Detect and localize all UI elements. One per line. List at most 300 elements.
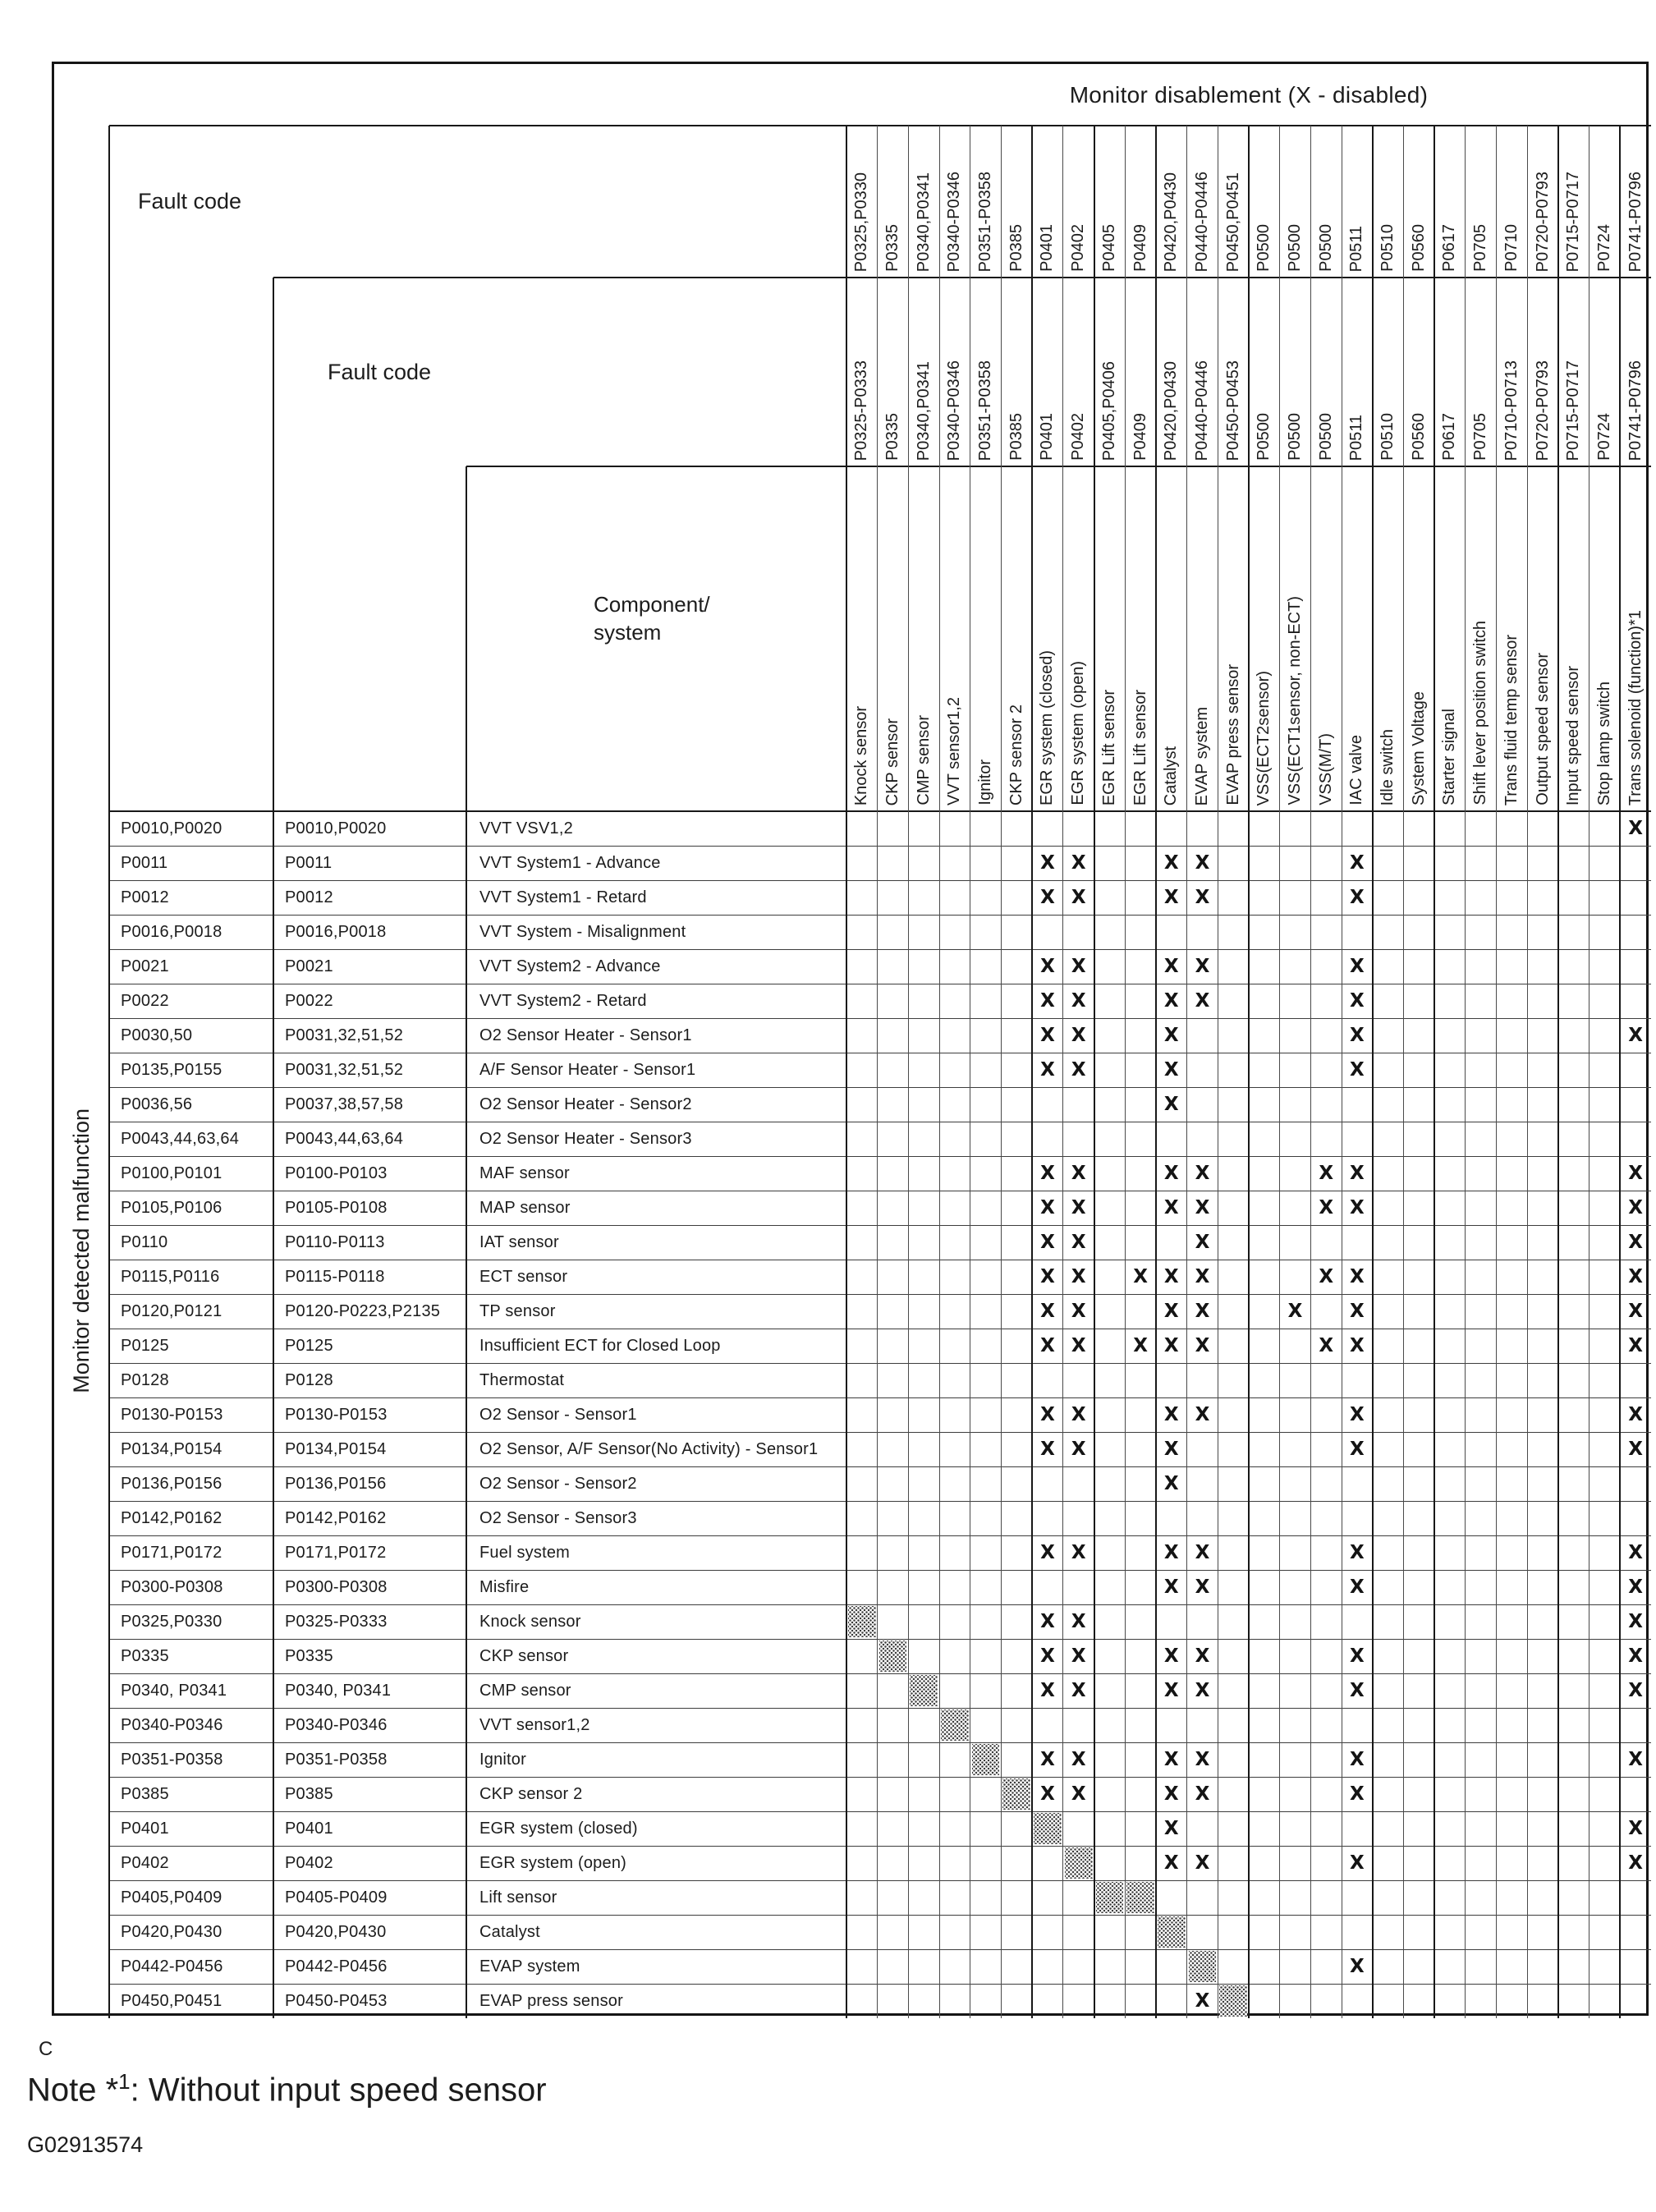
column-header-component: VSS(ECT2sensor) bbox=[1255, 670, 1273, 805]
column-header-component: Starter signal bbox=[1440, 709, 1459, 805]
column-header-fault-code-row2-wrap bbox=[1187, 278, 1218, 466]
row-fault-code-secondary: P0385 bbox=[285, 1784, 333, 1803]
row-fault-code-primary: P0142,P0162 bbox=[121, 1508, 222, 1527]
row-fault-code-primary: P0100,P0101 bbox=[121, 1163, 222, 1182]
row-fault-code-primary: P0134,P0154 bbox=[121, 1439, 222, 1458]
x-mark: X bbox=[1163, 887, 1179, 908]
column-header-fault-code-row2: P0617 bbox=[1440, 413, 1459, 461]
x-mark: X bbox=[1195, 1163, 1210, 1184]
column-header-fault-code-row2-wrap bbox=[846, 278, 878, 466]
x-mark: X bbox=[1628, 1266, 1643, 1287]
x-mark: X bbox=[1071, 1059, 1086, 1081]
row-component: Knock sensor bbox=[479, 1612, 581, 1631]
x-mark: X bbox=[1350, 1749, 1365, 1770]
x-mark: X bbox=[1163, 1576, 1179, 1598]
row-component: O2 Sensor, A/F Sensor(No Activity) - Sensor1 bbox=[479, 1439, 819, 1458]
x-mark: X bbox=[1350, 956, 1365, 977]
row-fault-code-primary: P0340, P0341 bbox=[121, 1681, 227, 1700]
column-header-component: EGR Lift sensor bbox=[1099, 689, 1118, 805]
x-mark: X bbox=[1350, 852, 1365, 874]
column-header-component-wrap bbox=[1434, 466, 1466, 811]
x-mark: X bbox=[1071, 887, 1086, 908]
x-mark: X bbox=[1350, 1576, 1365, 1598]
row-fault-code-primary: P0021 bbox=[121, 957, 169, 975]
column-header-fault-code-row2-wrap bbox=[1125, 278, 1156, 466]
column-header-fault-code-row2: P0335 bbox=[883, 413, 902, 461]
x-mark: X bbox=[1071, 852, 1086, 874]
column-header-component-wrap bbox=[1156, 466, 1187, 811]
x-mark: X bbox=[1040, 1783, 1055, 1805]
x-mark: X bbox=[1163, 1783, 1179, 1805]
column-header-fault-code-row1-wrap bbox=[1063, 126, 1094, 278]
x-mark: X bbox=[1195, 1232, 1210, 1253]
row-fault-code-primary: P0385 bbox=[121, 1784, 169, 1803]
column-header-fault-code-row2: P0340,P0341 bbox=[914, 360, 933, 461]
row-component: VVT VSV1,2 bbox=[479, 819, 573, 838]
x-mark: X bbox=[1350, 1335, 1365, 1356]
row-fault-code-primary: P0105,P0106 bbox=[121, 1198, 222, 1217]
x-mark: X bbox=[1350, 1783, 1365, 1805]
row-component: O2 Sensor Heater - Sensor3 bbox=[479, 1129, 692, 1148]
hatch-cell bbox=[879, 1641, 907, 1672]
x-mark: X bbox=[1628, 1611, 1643, 1632]
row-fault-code-primary: P0335 bbox=[121, 1646, 169, 1665]
column-header-component: CKP sensor bbox=[883, 718, 902, 805]
column-header-component: System Voltage bbox=[1409, 691, 1428, 805]
row-fault-code-secondary: P0325-P0333 bbox=[285, 1612, 388, 1631]
column-header-component-wrap bbox=[1342, 466, 1373, 811]
x-mark: X bbox=[1040, 1439, 1055, 1460]
column-header-component: EVAP system bbox=[1192, 706, 1211, 805]
row-component: Insufficient ECT for Closed Loop bbox=[479, 1336, 721, 1355]
footnote bbox=[27, 2069, 547, 2109]
column-header-component: VSS(ECT1sensor, non-ECT) bbox=[1286, 596, 1305, 805]
column-header-component-wrap bbox=[1094, 466, 1126, 811]
column-header-component-wrap bbox=[1558, 466, 1589, 811]
column-header-component-wrap bbox=[1063, 466, 1094, 811]
x-mark: X bbox=[1350, 1956, 1365, 1977]
row-component: Thermostat bbox=[479, 1370, 565, 1389]
row-component: A/F Sensor Heater - Sensor1 bbox=[479, 1060, 696, 1079]
column-header-component: VVT sensor1,2 bbox=[945, 697, 964, 805]
x-mark: X bbox=[1163, 1404, 1179, 1425]
column-header-fault-code-row2: P0385 bbox=[1007, 413, 1025, 461]
row-fault-code-secondary: P0130-P0153 bbox=[285, 1405, 388, 1424]
x-mark: X bbox=[1040, 1232, 1055, 1253]
column-header-fault-code-row2-wrap bbox=[1373, 278, 1404, 466]
column-header-fault-code-row1: P0440-P0446 bbox=[1192, 171, 1211, 272]
x-mark: X bbox=[1195, 990, 1210, 1012]
column-header-fault-code-row1-wrap bbox=[970, 126, 1002, 278]
column-header-fault-code-row2: P0325-P0333 bbox=[852, 360, 871, 461]
column-header-fault-code-row2: P0450-P0453 bbox=[1223, 360, 1242, 461]
note-superscript: 1 bbox=[118, 2069, 131, 2094]
x-mark: X bbox=[1163, 1059, 1179, 1081]
x-mark: X bbox=[1287, 1301, 1303, 1322]
x-mark: X bbox=[1071, 1645, 1086, 1667]
note-prefix: Note * bbox=[27, 2072, 119, 2109]
column-header-fault-code-row1: P0409 bbox=[1131, 224, 1149, 272]
column-header-component: EGR system (open) bbox=[1069, 661, 1088, 805]
x-mark: X bbox=[1628, 1542, 1643, 1563]
column-header-component: Input speed sensor bbox=[1564, 665, 1583, 805]
x-mark: X bbox=[1195, 1990, 1210, 2012]
column-header-fault-code-row2: P0500 bbox=[1286, 413, 1305, 461]
column-header-fault-code-row2-wrap bbox=[1342, 278, 1373, 466]
column-header-fault-code-row1-wrap bbox=[1527, 126, 1558, 278]
column-header-fault-code-row2-wrap bbox=[1497, 278, 1528, 466]
column-header-fault-code-row1-wrap bbox=[1156, 126, 1187, 278]
x-mark: X bbox=[1163, 1852, 1179, 1874]
column-header-fault-code-row2-wrap bbox=[1403, 278, 1434, 466]
x-mark: X bbox=[1133, 1335, 1148, 1356]
x-mark: X bbox=[1163, 1680, 1179, 1701]
x-mark: X bbox=[1040, 1301, 1055, 1322]
hatch-cell bbox=[941, 1709, 969, 1741]
component-label-line2: system bbox=[594, 619, 662, 645]
row-component: VVT System2 - Retard bbox=[479, 991, 647, 1010]
x-mark: X bbox=[1163, 1094, 1179, 1115]
x-mark: X bbox=[1071, 1266, 1086, 1287]
column-header-fault-code-row1-wrap bbox=[1280, 126, 1311, 278]
column-header-fault-code-row1-wrap bbox=[908, 126, 939, 278]
column-header-component-wrap bbox=[908, 466, 939, 811]
row-fault-code-primary: P0115,P0116 bbox=[121, 1267, 220, 1286]
row-component: ECT sensor bbox=[479, 1267, 568, 1286]
row-fault-code-secondary: P0171,P0172 bbox=[285, 1543, 387, 1562]
x-mark: X bbox=[1163, 956, 1179, 977]
row-fault-code-primary: P0135,P0155 bbox=[121, 1060, 222, 1079]
column-header-fault-code-row1: P0510 bbox=[1378, 224, 1397, 272]
column-header-component-wrap bbox=[1218, 466, 1249, 811]
x-mark: X bbox=[1071, 1542, 1086, 1563]
x-mark: X bbox=[1628, 1197, 1643, 1218]
row-fault-code-primary: P0110 bbox=[121, 1232, 168, 1251]
column-header-fault-code-row2: P0500 bbox=[1316, 413, 1335, 461]
column-header-fault-code-row1: P0741-P0796 bbox=[1626, 171, 1645, 272]
x-mark: X bbox=[1163, 1542, 1179, 1563]
column-header-component-wrap bbox=[1589, 466, 1621, 811]
row-component: Misfire bbox=[479, 1577, 530, 1596]
row-fault-code-secondary: P0012 bbox=[285, 888, 333, 906]
x-mark: X bbox=[1163, 1197, 1179, 1218]
column-header-fault-code-row1: P0724 bbox=[1594, 224, 1613, 272]
x-mark: X bbox=[1071, 1439, 1086, 1460]
row-fault-code-secondary: P0142,P0162 bbox=[285, 1508, 387, 1527]
column-header-fault-code-row2: P0409 bbox=[1131, 413, 1149, 461]
row-fault-code-secondary: P0351-P0358 bbox=[285, 1750, 388, 1769]
x-mark: X bbox=[1195, 852, 1210, 874]
x-mark: X bbox=[1071, 1611, 1086, 1632]
column-header-fault-code-row2-wrap bbox=[1063, 278, 1094, 466]
column-header-fault-code-row1: P0715-P0717 bbox=[1564, 171, 1583, 272]
x-mark: X bbox=[1195, 1335, 1210, 1356]
column-header-fault-code-row1-wrap bbox=[1558, 126, 1589, 278]
column-header-component: Stop lamp switch bbox=[1594, 681, 1613, 805]
column-header-component: Trans fluid temp sensor bbox=[1502, 634, 1521, 805]
dtc-monitor-disablement-table bbox=[52, 62, 1649, 2016]
note-suffix: : Without input speed sensor bbox=[130, 2072, 547, 2109]
column-header-component: CMP sensor bbox=[914, 715, 933, 805]
row-fault-code-secondary: P0401 bbox=[285, 1819, 333, 1838]
column-header-fault-code-row2: P0402 bbox=[1069, 413, 1088, 461]
x-mark: X bbox=[1195, 1197, 1210, 1218]
row-component: CKP sensor 2 bbox=[479, 1784, 583, 1803]
column-header-component: Output speed sensor bbox=[1533, 653, 1552, 805]
row-component: Fuel system bbox=[479, 1543, 571, 1562]
row-component: EVAP press sensor bbox=[479, 1991, 623, 2010]
x-mark: X bbox=[1319, 1266, 1334, 1287]
row-component: Ignitor bbox=[479, 1750, 526, 1769]
hatch-cell bbox=[1065, 1847, 1093, 1879]
column-header-fault-code-row2: P0720-P0793 bbox=[1533, 360, 1552, 461]
column-header-component-wrap bbox=[1249, 466, 1280, 811]
row-component: VVT System1 - Retard bbox=[479, 888, 647, 906]
column-header-component-wrap bbox=[1466, 466, 1497, 811]
row-component: O2 Sensor Heater - Sensor1 bbox=[479, 1026, 692, 1044]
row-fault-code-primary: P0405,P0409 bbox=[121, 1888, 222, 1907]
row-component: CMP sensor bbox=[479, 1681, 571, 1700]
hatch-cell bbox=[1189, 1951, 1217, 1982]
row-fault-code-secondary: P0136,P0156 bbox=[285, 1474, 387, 1493]
x-mark: X bbox=[1628, 1301, 1643, 1322]
column-header-component: Knock sensor bbox=[852, 705, 871, 805]
row-fault-code-primary: P0030,50 bbox=[121, 1026, 193, 1044]
hatch-cell bbox=[1096, 1882, 1124, 1913]
column-header-component-wrap bbox=[878, 466, 909, 811]
column-header-component: IAC valve bbox=[1347, 735, 1366, 805]
x-mark: X bbox=[1163, 1266, 1179, 1287]
x-mark: X bbox=[1319, 1197, 1334, 1218]
column-header-fault-code-row1: P0340,P0341 bbox=[914, 172, 933, 272]
column-header-component: Idle switch bbox=[1378, 728, 1397, 805]
component-system-label bbox=[594, 591, 710, 647]
row-fault-code-secondary: P0031,32,51,52 bbox=[285, 1060, 404, 1079]
column-header-component-wrap bbox=[1403, 466, 1434, 811]
x-mark: X bbox=[1071, 990, 1086, 1012]
column-header-fault-code-row2: P0724 bbox=[1594, 413, 1613, 461]
column-header-fault-code-row2: P0710-P0713 bbox=[1502, 360, 1521, 461]
row-component: O2 Sensor Heater - Sensor2 bbox=[479, 1095, 692, 1113]
x-mark: X bbox=[1350, 1266, 1365, 1287]
column-header-component-wrap bbox=[846, 466, 878, 811]
x-mark: X bbox=[1195, 1749, 1210, 1770]
column-header-fault-code-row2-wrap bbox=[1466, 278, 1497, 466]
column-header-component-wrap bbox=[1527, 466, 1558, 811]
column-header-fault-code-row2-wrap bbox=[1310, 278, 1342, 466]
row-fault-code-primary: P0125 bbox=[121, 1336, 169, 1355]
row-fault-code-secondary: P0010,P0020 bbox=[285, 819, 387, 838]
column-header-fault-code-row2: P0340-P0346 bbox=[945, 360, 964, 461]
x-mark: X bbox=[1350, 1301, 1365, 1322]
x-mark: X bbox=[1040, 1197, 1055, 1218]
column-header-component: VSS(M/T) bbox=[1316, 733, 1335, 805]
column-header-fault-code-row1-wrap bbox=[1032, 126, 1063, 278]
column-header-fault-code-row1-wrap bbox=[939, 126, 970, 278]
column-header-fault-code-row1: P0511 bbox=[1347, 225, 1366, 272]
column-header-fault-code-row1-wrap bbox=[1187, 126, 1218, 278]
row-fault-code-primary: P0402 bbox=[121, 1853, 169, 1872]
row-fault-code-primary: P0010,P0020 bbox=[121, 819, 222, 838]
side-label-monitor-detected-malfunction: Monitor detected malfunction bbox=[69, 1108, 94, 1393]
fault-code-label-2: Fault code bbox=[328, 359, 432, 384]
row-component: VVT System2 - Advance bbox=[479, 957, 661, 975]
column-header-fault-code-row2: P0560 bbox=[1409, 413, 1428, 461]
column-header-fault-code-row1-wrap bbox=[878, 126, 909, 278]
column-header-fault-code-row1-wrap bbox=[1497, 126, 1528, 278]
x-mark: X bbox=[1071, 1197, 1086, 1218]
row-fault-code-primary: P0012 bbox=[121, 888, 169, 906]
row-component: EGR system (closed) bbox=[479, 1819, 638, 1838]
column-header-fault-code-row2-wrap bbox=[1156, 278, 1187, 466]
x-mark: X bbox=[1071, 1025, 1086, 1046]
x-mark: X bbox=[1628, 1232, 1643, 1253]
hatch-cell bbox=[1158, 1916, 1186, 1948]
x-mark: X bbox=[1195, 1852, 1210, 1874]
x-mark: X bbox=[1319, 1163, 1334, 1184]
column-header-component: CKP sensor 2 bbox=[1007, 704, 1025, 805]
row-fault-code-primary: P0043,44,63,64 bbox=[121, 1129, 240, 1148]
row-fault-code-primary: P0128 bbox=[121, 1370, 169, 1389]
column-header-fault-code-row1: P0560 bbox=[1409, 224, 1428, 272]
column-header-fault-code-row2-wrap bbox=[1620, 278, 1651, 466]
row-fault-code-secondary: P0340, P0341 bbox=[285, 1681, 392, 1700]
column-header-fault-code-row2-wrap bbox=[1527, 278, 1558, 466]
x-mark: X bbox=[1628, 1025, 1643, 1046]
column-header-fault-code-row2-wrap bbox=[908, 278, 939, 466]
x-mark: X bbox=[1163, 1818, 1179, 1839]
x-mark: X bbox=[1163, 1645, 1179, 1667]
x-mark: X bbox=[1040, 990, 1055, 1012]
column-header-fault-code-row1: P0351-P0358 bbox=[976, 171, 995, 272]
column-header-fault-code-row2: P0510 bbox=[1378, 413, 1397, 461]
x-mark: X bbox=[1628, 1680, 1643, 1701]
x-mark: X bbox=[1628, 818, 1643, 839]
row-component: MAF sensor bbox=[479, 1163, 570, 1182]
x-mark: X bbox=[1319, 1335, 1334, 1356]
column-header-fault-code-row2: P0705 bbox=[1471, 413, 1490, 461]
x-mark: X bbox=[1350, 1025, 1365, 1046]
x-mark: X bbox=[1350, 1197, 1365, 1218]
row-fault-code-primary: P0325,P0330 bbox=[121, 1612, 222, 1631]
x-mark: X bbox=[1350, 1404, 1365, 1425]
column-header-fault-code-row2-wrap bbox=[1434, 278, 1466, 466]
row-fault-code-primary: P0171,P0172 bbox=[121, 1543, 222, 1562]
row-fault-code-primary: P0351-P0358 bbox=[121, 1750, 223, 1769]
column-header-component-wrap bbox=[970, 466, 1002, 811]
x-mark: X bbox=[1040, 1335, 1055, 1356]
column-header-fault-code-row1: P0500 bbox=[1316, 224, 1335, 272]
row-fault-code-secondary: P0405-P0409 bbox=[285, 1888, 388, 1907]
column-header-fault-code-row1-wrap bbox=[1310, 126, 1342, 278]
row-fault-code-secondary: P0115-P0118 bbox=[285, 1267, 385, 1286]
column-header-component-wrap bbox=[1187, 466, 1218, 811]
x-mark: X bbox=[1071, 1163, 1086, 1184]
row-component: MAP sensor bbox=[479, 1198, 571, 1217]
column-header-fault-code-row1: P0450,P0451 bbox=[1223, 172, 1242, 272]
column-header-fault-code-row1: P0500 bbox=[1255, 224, 1273, 272]
column-header-fault-code-row2: P0405,P0406 bbox=[1099, 360, 1118, 461]
x-mark: X bbox=[1195, 1576, 1210, 1598]
x-mark: X bbox=[1628, 1818, 1643, 1839]
column-header-fault-code-row2-wrap bbox=[1032, 278, 1063, 466]
column-header-fault-code-row2: P0351-P0358 bbox=[976, 360, 995, 461]
column-header-component-wrap bbox=[1125, 466, 1156, 811]
x-mark: X bbox=[1195, 956, 1210, 977]
hatch-cell bbox=[1002, 1778, 1030, 1810]
column-header-fault-code-row1-wrap bbox=[1620, 126, 1651, 278]
row-component: O2 Sensor - Sensor2 bbox=[479, 1474, 637, 1493]
row-fault-code-secondary: P0442-P0456 bbox=[285, 1957, 388, 1976]
column-header-component: EVAP press sensor bbox=[1223, 664, 1242, 805]
row-fault-code-secondary: P0340-P0346 bbox=[285, 1715, 388, 1734]
column-header-fault-code-row1: P0500 bbox=[1286, 224, 1305, 272]
column-header-fault-code-row2: P0500 bbox=[1255, 413, 1273, 461]
x-mark: X bbox=[1628, 1335, 1643, 1356]
row-component: TP sensor bbox=[479, 1301, 556, 1320]
column-header-fault-code-row1-wrap bbox=[1373, 126, 1404, 278]
x-mark: X bbox=[1350, 1542, 1365, 1563]
column-header-component-wrap bbox=[1497, 466, 1528, 811]
x-mark: X bbox=[1195, 1680, 1210, 1701]
x-mark: X bbox=[1071, 1783, 1086, 1805]
x-mark: X bbox=[1040, 1611, 1055, 1632]
x-mark: X bbox=[1195, 1783, 1210, 1805]
row-fault-code-primary: P0011 bbox=[121, 853, 168, 872]
column-header-component-wrap bbox=[1032, 466, 1063, 811]
column-header-fault-code-row1-wrap bbox=[1589, 126, 1621, 278]
x-mark: X bbox=[1071, 956, 1086, 977]
row-fault-code-secondary: P0335 bbox=[285, 1646, 333, 1665]
x-mark: X bbox=[1163, 852, 1179, 874]
row-fault-code-primary: P0450,P0451 bbox=[121, 1991, 222, 2010]
column-header-component: Trans solenoid (function)*1 bbox=[1626, 609, 1645, 805]
column-header-component-wrap bbox=[1001, 466, 1032, 811]
x-mark: X bbox=[1133, 1266, 1148, 1287]
x-mark: X bbox=[1195, 887, 1210, 908]
x-mark: X bbox=[1163, 1025, 1179, 1046]
x-mark: X bbox=[1195, 1266, 1210, 1287]
column-header-fault-code-row1-wrap bbox=[1466, 126, 1497, 278]
x-mark: X bbox=[1040, 1749, 1055, 1770]
row-fault-code-primary: P0022 bbox=[121, 991, 169, 1010]
x-mark: X bbox=[1163, 1749, 1179, 1770]
row-component: VVT System - Misalignment bbox=[479, 922, 686, 941]
column-header-fault-code-row1-wrap bbox=[1342, 126, 1373, 278]
figure-id: G02913574 bbox=[27, 2132, 144, 2157]
row-fault-code-primary: P0420,P0430 bbox=[121, 1922, 222, 1941]
x-mark: X bbox=[1040, 1266, 1055, 1287]
x-mark: X bbox=[1040, 852, 1055, 874]
column-header-fault-code-row2-wrap bbox=[1218, 278, 1249, 466]
x-mark: X bbox=[1040, 1542, 1055, 1563]
x-mark: X bbox=[1350, 1439, 1365, 1460]
column-header-fault-code-row1: P0705 bbox=[1471, 224, 1490, 272]
column-header-fault-code-row1: P0710 bbox=[1502, 224, 1521, 272]
row-fault-code-secondary: P0105-P0108 bbox=[285, 1198, 388, 1217]
x-mark: X bbox=[1195, 1542, 1210, 1563]
x-mark: X bbox=[1628, 1439, 1643, 1460]
column-header-fault-code-row1: P0385 bbox=[1007, 224, 1025, 272]
x-mark: X bbox=[1040, 1680, 1055, 1701]
row-fault-code-secondary: P0134,P0154 bbox=[285, 1439, 387, 1458]
x-mark: X bbox=[1040, 1645, 1055, 1667]
column-header-component-wrap bbox=[1620, 466, 1651, 811]
x-mark: X bbox=[1195, 1404, 1210, 1425]
x-mark: X bbox=[1163, 990, 1179, 1012]
column-header-fault-code-row2-wrap bbox=[1589, 278, 1621, 466]
column-header-component: Catalyst bbox=[1162, 746, 1181, 805]
